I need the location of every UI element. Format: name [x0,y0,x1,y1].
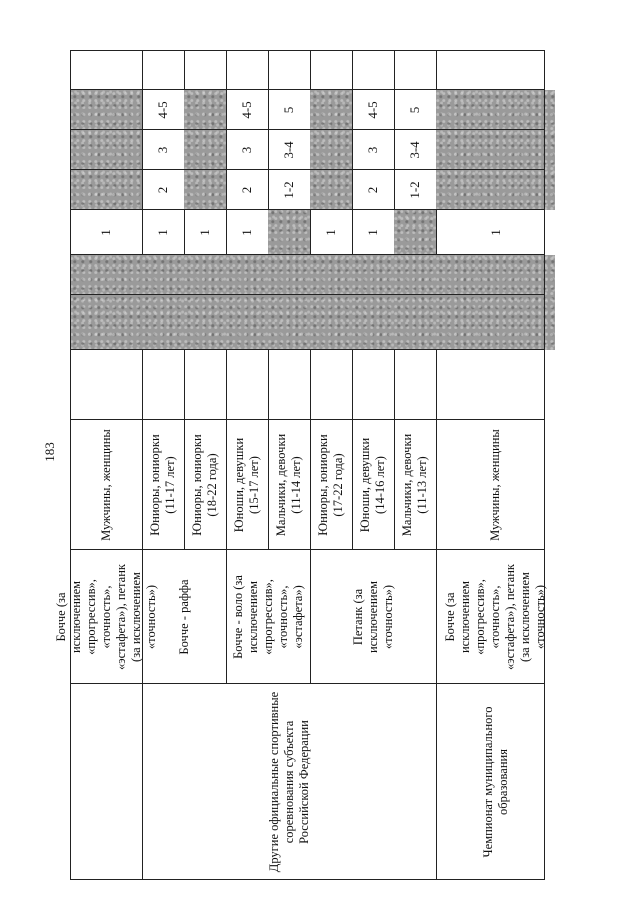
cell-text: 5 [407,106,423,114]
cell-text: 1 [197,229,213,236]
grid-line [70,169,545,170]
grid-line [70,209,545,210]
cell-text: Юниоры, юниорки (18-22 года) [190,434,219,536]
shaded-cell [70,295,142,350]
place-cell [142,170,184,210]
cell-text: 1 [155,229,171,236]
place-cell [70,210,142,255]
cell-text: Другие официальные спортивные соревнования субъекта Российской Федерации [266,691,311,873]
blank-cell [394,350,436,420]
cell-text: Чемпионат муниципального образования [480,706,510,858]
place-cell [394,130,436,170]
shaded-cell [268,255,310,295]
place-cell [226,130,268,170]
shaded-cell [184,170,226,210]
cell-text: 3 [155,146,171,154]
shaded-cell [70,130,142,170]
blank-cell [184,350,226,420]
shaded-cell [70,255,142,295]
place-cell [352,90,394,130]
place-cell [184,210,226,255]
age-group-cell [226,420,268,550]
cell-text: 3-4 [281,141,297,159]
shaded-cell [436,255,555,295]
shaded-cell [268,295,310,350]
shaded-cell [352,255,394,295]
place-cell [226,90,268,130]
shaded-cell [436,130,555,170]
place-cell [394,170,436,210]
cell-text: 4-5 [155,101,171,119]
place-cell [352,170,394,210]
cell-text: 3 [239,146,255,154]
place-cell [268,170,310,210]
cell-text: 5 [281,106,297,114]
cell-text: 1 [487,229,503,236]
age-group-cell [184,420,226,550]
cell-text: 3-4 [407,141,423,159]
shaded-cell [352,295,394,350]
discipline-cell [310,550,436,684]
cell-text: 1 [323,229,339,236]
place-cell [268,90,310,130]
cell-text: Мальчики, девочки (11-13 лет) [400,433,429,537]
shaded-cell [184,295,226,350]
event-cell [70,684,142,880]
place-cell [226,170,268,210]
cell-text: 1 [365,229,381,236]
shaded-cell [184,90,226,130]
grid-line [70,129,545,130]
grid-line [70,419,545,420]
grid-line [70,89,545,90]
cell-text: Бочче - раффа [176,579,191,655]
shaded-cell [436,170,555,210]
cell-text: Бочче (за исключением «прогрессив», «точность», «эстафета»), петанк (за исключением «точность») [443,564,547,670]
shaded-cell [268,210,310,255]
cell-text: Юниоры, юниорки (11-17 лет) [148,434,177,536]
age-group-cell [142,420,184,550]
event-cell [142,684,436,880]
cell-text: Бочче - воло (за исключением «прогрессив», «точность», «эстафета») [230,575,305,659]
discipline-cell [226,550,310,684]
age-group-cell [394,420,436,550]
shaded-cell [184,130,226,170]
place-cell [142,130,184,170]
place-cell [142,90,184,130]
cell-text: Юноши, девушки (15-17 лет) [232,437,261,533]
cell-text: 2 [155,186,171,194]
cell-text: Петанк (за исключением «точность») [350,580,395,654]
age-group-cell [436,420,555,550]
place-cell [226,210,268,255]
place-cell [352,130,394,170]
shaded-cell [310,295,352,350]
cell-text: Бочче (за исключением «прогрессив», «точность», «эстафета»), петанк (за исключением «точность») [53,564,158,670]
place-cell [310,210,352,255]
ranking-table [53,50,547,880]
cell-text: Юниоры, юниорки (17-22 года) [316,434,345,536]
shaded-cell [142,255,184,295]
event-cell [436,684,555,880]
cell-text: 4-5 [239,101,255,119]
shaded-cell [436,90,555,130]
shaded-cell [310,90,352,130]
cell-text: 1-2 [407,181,423,199]
cell-text: 2 [365,186,381,194]
grid-line [70,349,545,350]
place-cell [268,130,310,170]
discipline-cell [142,550,226,684]
shaded-cell [310,130,352,170]
blank-cell [226,350,268,420]
blank-cell [70,350,142,420]
shaded-cell [436,295,555,350]
blank-cell [142,350,184,420]
cell-text: 1 [239,229,255,236]
shaded-cell [394,210,436,255]
place-cell [436,210,555,255]
place-cell [352,210,394,255]
grid-line [70,683,545,684]
cell-text: 2 [239,186,255,194]
age-group-cell [268,420,310,550]
age-group-cell [352,420,394,550]
cell-text: Мужчины, женщины [98,429,113,541]
shaded-cell [70,170,142,210]
shaded-cell [394,295,436,350]
shaded-cell [226,255,268,295]
blank-cell [268,350,310,420]
shaded-cell [70,90,142,130]
blank-cell [352,350,394,420]
shaded-cell [226,295,268,350]
shaded-cell [184,255,226,295]
place-cell [394,90,436,130]
place-cell [142,210,184,255]
cell-text: Юноши, девушки (14-16 лет) [358,437,387,533]
shaded-cell [310,170,352,210]
discipline-cell [53,550,158,684]
shaded-cell [310,255,352,295]
grid-line [70,254,545,255]
cell-text: 4-5 [365,101,381,119]
cell-text: 1-2 [281,181,297,199]
age-group-cell [70,420,142,550]
cell-text: 1 [98,229,114,236]
shaded-cell [394,255,436,295]
blank-cell [310,350,352,420]
cell-text: 3 [365,146,381,154]
discipline-cell [436,550,555,684]
shaded-cell [142,295,184,350]
cell-text: Мальчики, девочки (11-14 лет) [274,433,303,537]
blank-cell [436,350,555,420]
grid-line [70,549,545,550]
page-number: 183 [42,442,57,462]
age-group-cell [310,420,352,550]
cell-text: Мужчины, женщины [488,429,502,541]
grid-line [70,294,545,295]
